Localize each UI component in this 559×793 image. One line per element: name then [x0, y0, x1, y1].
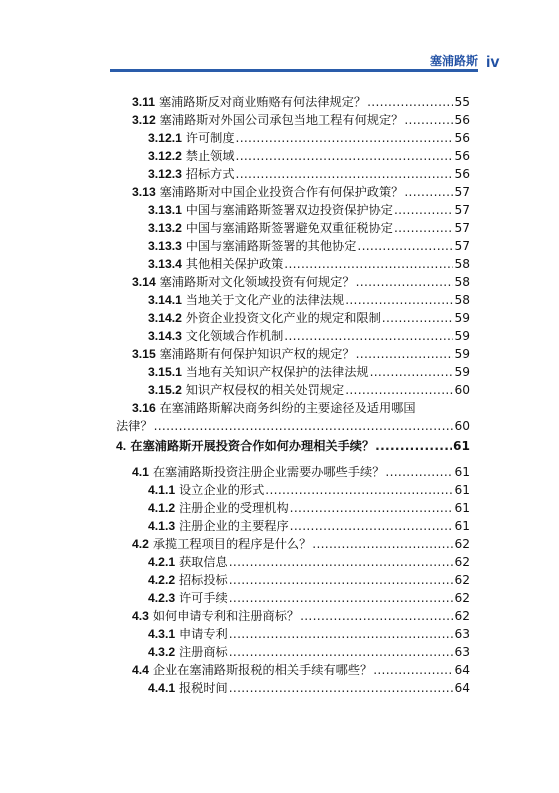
toc-entry-title: 在塞浦路斯开展投资合作如何办理相关手续？ [130, 439, 375, 453]
toc-entry[interactable] [148, 570, 470, 590]
dot-leader [229, 642, 454, 662]
toc-entry-number: 4. [116, 439, 127, 453]
dot-leader [236, 164, 454, 184]
toc-entry-title: 中国与塞浦路斯签署双边投资保护协定 [185, 203, 393, 217]
toc-entry-title: 申请专利 [178, 627, 228, 641]
toc-entry-page: 55 [454, 95, 470, 109]
toc-entry-number: 3.16 [132, 401, 156, 415]
toc-entry-title: 塞浦路斯反对商业贿赂有何法律规定？ [158, 95, 367, 109]
toc-entry-title: 禁止领域 [185, 149, 235, 163]
dot-leader [290, 516, 454, 536]
dot-leader [375, 436, 452, 456]
toc-entry-title: 设立企业的形式 [178, 483, 265, 497]
toc-entry[interactable] [148, 290, 470, 310]
toc-entry[interactable] [148, 516, 470, 536]
toc-entry-page: 56 [454, 167, 470, 181]
toc-entry-number: 3.13.4 [148, 257, 182, 271]
toc-entry-page: 61 [453, 439, 470, 453]
toc-entry-title: 注册企业的主要程序 [178, 519, 289, 533]
toc-entry-title: 塞浦路斯对文化领域投资有何规定？ [159, 275, 355, 289]
toc-entry-number: 3.13.1 [148, 203, 182, 217]
toc-entry-title: 文化领域合作机制 [185, 329, 284, 343]
toc-entry[interactable] [148, 128, 470, 148]
toc-entry-number: 3.12 [132, 113, 156, 127]
toc-entry-title: 报税时间 [178, 681, 228, 695]
dot-leader [265, 480, 453, 500]
dot-leader [373, 660, 453, 680]
toc-entry[interactable] [132, 344, 470, 364]
toc-entry-number: 3.14.3 [148, 329, 182, 343]
toc-entry-number: 3.12.2 [148, 149, 182, 163]
toc-entry-page: 61 [454, 465, 470, 479]
toc-entry-page: 58 [454, 257, 470, 271]
toc-entry-title: 企业在塞浦路斯报税的相关手续有哪些？ [152, 663, 373, 677]
toc-entry[interactable] [148, 164, 470, 184]
dot-leader [367, 92, 453, 112]
toc-entry-title: 承揽工程项目的程序是什么？ [152, 537, 312, 551]
toc-entry-page: 64 [454, 681, 470, 695]
toc-entry-title: 获取信息 [178, 555, 228, 569]
toc-entry[interactable] [132, 272, 470, 292]
toc-entry-page: 59 [454, 329, 470, 343]
dot-leader [345, 380, 453, 400]
toc-entry-number: 4.1.2 [148, 501, 176, 515]
dot-leader [284, 326, 453, 346]
toc-entry-page: 59 [454, 347, 470, 361]
dot-leader [356, 272, 454, 292]
dot-leader [229, 588, 454, 608]
toc-entry-page: 56 [454, 113, 470, 127]
toc-entry-page: 62 [454, 537, 470, 551]
toc-entry-page: 57 [454, 221, 470, 235]
toc-entry[interactable] [132, 398, 470, 418]
toc-entry[interactable] [148, 236, 470, 256]
toc-entry-number: 4.2.3 [148, 591, 176, 605]
toc-entry[interactable] [148, 624, 470, 644]
toc-entry-number: 3.13 [132, 185, 156, 199]
dot-leader [404, 110, 453, 130]
toc-entry-page: 57 [454, 239, 470, 253]
dot-leader [290, 498, 454, 518]
dot-leader [356, 344, 454, 364]
toc-entry-page: 56 [454, 131, 470, 145]
toc-entry[interactable] [132, 92, 470, 112]
toc-entry-number: 4.1.3 [148, 519, 176, 533]
toc-entry-number: 3.15.2 [148, 383, 182, 397]
toc-entry-page: 60 [454, 383, 470, 397]
toc-entry-page: 63 [454, 645, 470, 659]
toc-entry-title: 塞浦路斯对中国企业投资合作有何保护政策？ [159, 185, 404, 199]
toc-entry-page: 61 [454, 519, 470, 533]
toc-entry[interactable] [148, 642, 470, 662]
toc-entry-number: 3.12.3 [148, 167, 182, 181]
toc-entry-title: 注册企业的受理机构 [178, 501, 289, 515]
toc-entry[interactable] [148, 380, 470, 400]
toc-entry-number: 3.13.3 [148, 239, 182, 253]
toc-entry[interactable] [148, 362, 470, 382]
toc-entry-title: 在塞浦路斯投资注册企业需要办哪些手续？ [152, 465, 385, 479]
toc-entry-page: 59 [454, 365, 470, 379]
toc-entry[interactable] [148, 480, 470, 500]
toc-entry-number: 4.3 [132, 609, 149, 623]
toc-entry[interactable] [148, 308, 470, 328]
toc-entry[interactable] [132, 534, 470, 554]
toc-entry-page: 59 [454, 311, 470, 325]
toc-entry[interactable] [132, 110, 470, 130]
toc-entry-page: 61 [454, 501, 470, 515]
toc-chapter[interactable] [116, 436, 470, 456]
toc-entry-title: 知识产权侵权的相关处罚规定 [185, 383, 345, 397]
toc-entry[interactable] [148, 146, 470, 166]
dot-leader [284, 254, 453, 274]
toc-entry[interactable] [148, 678, 470, 698]
toc-entry[interactable] [148, 254, 470, 274]
toc-entry[interactable] [148, 326, 470, 346]
dot-leader [404, 182, 453, 202]
dot-leader [357, 236, 453, 256]
toc-entry-page: 57 [454, 203, 470, 217]
toc-entry-page: 62 [454, 573, 470, 587]
toc-entry-title: 塞浦路斯对外国公司承包当地工程有何规定？ [159, 113, 404, 127]
toc-entry-title: 当地有关知识产权保护的法律法规 [185, 365, 369, 379]
toc-entry-page: 60 [454, 419, 470, 433]
toc-entry-title: 注册商标 [178, 645, 228, 659]
toc-entry-title: 当地关于文化产业的法律法规 [185, 293, 345, 307]
dot-leader [236, 128, 454, 148]
toc-entry-number: 3.14 [132, 275, 156, 289]
dot-leader [229, 678, 454, 698]
dot-leader [229, 570, 454, 590]
dot-leader [300, 606, 453, 626]
toc-entry-number: 4.1.1 [148, 483, 176, 497]
toc-entry-title: 中国与塞浦路斯签署避免双重征税协定 [185, 221, 393, 235]
toc-entry-page: 62 [454, 555, 470, 569]
toc-entry-number: 4.2.2 [148, 573, 176, 587]
toc-entry[interactable] [132, 182, 470, 202]
dot-leader [382, 308, 454, 328]
toc-entry-number: 4.4.1 [148, 681, 176, 695]
toc-entry-title: 许可制度 [185, 131, 235, 145]
toc-entry-page: 61 [454, 483, 470, 497]
header-rule [110, 69, 478, 72]
dot-leader [236, 146, 454, 166]
toc-entry[interactable] [132, 606, 470, 626]
toc-entry-number: 3.13.2 [148, 221, 182, 235]
dot-leader [394, 218, 454, 238]
toc-entry-page: 62 [454, 609, 470, 623]
dot-leader [154, 416, 454, 436]
toc-entry-title: 外资企业投资文化产业的规定和限制 [185, 311, 381, 325]
toc-entry-page: 58 [454, 275, 470, 289]
toc-entry-page: 63 [454, 627, 470, 641]
toc-entry-number: 3.12.1 [148, 131, 182, 145]
running-head: 塞浦路斯 [429, 54, 478, 68]
dot-leader [385, 462, 453, 482]
toc-entry-continuation[interactable] [116, 416, 470, 436]
toc-entry-title-cont: 法律？ [116, 419, 153, 433]
toc-entry-page: 62 [454, 591, 470, 605]
toc-entry-page: 64 [454, 663, 470, 677]
toc-entry[interactable] [132, 660, 470, 680]
toc-entry-number: 4.1 [132, 465, 149, 479]
toc-entry-title: 在塞浦路斯解决商务纠纷的主要途径及适用哪国 [159, 401, 416, 415]
dot-leader [394, 200, 454, 220]
dot-leader [229, 552, 454, 572]
toc-entry-number: 4.3.2 [148, 645, 176, 659]
toc-entry-title: 中国与塞浦路斯签署的其他协定 [185, 239, 357, 253]
toc-entry-number: 3.15.1 [148, 365, 182, 379]
dot-leader [229, 624, 454, 644]
toc-entry-title: 招标方式 [185, 167, 235, 181]
toc-entry-number: 3.14.2 [148, 311, 182, 325]
dot-leader [345, 290, 453, 310]
toc-entry[interactable] [148, 588, 470, 608]
toc-entry-title: 如何申请专利和注册商标？ [152, 609, 300, 623]
toc-entry-title: 招标投标 [178, 573, 228, 587]
toc-entry[interactable] [132, 462, 470, 482]
toc-entry-number: 4.3.1 [148, 627, 176, 641]
toc-entry-page: 57 [454, 185, 470, 199]
page-number: iv [486, 54, 500, 71]
toc-entry-title: 塞浦路斯有何保护知识产权的规定？ [159, 347, 355, 361]
toc-entry[interactable] [148, 218, 470, 238]
toc-entry-number: 4.2.1 [148, 555, 176, 569]
toc-entry-number: 4.2 [132, 537, 149, 551]
toc-entry[interactable] [148, 200, 470, 220]
toc-entry-number: 3.15 [132, 347, 156, 361]
toc-entry-number: 3.11 [132, 95, 156, 109]
dot-leader [312, 534, 453, 554]
dot-leader [370, 362, 454, 382]
toc-entry[interactable] [148, 498, 470, 518]
toc-entry-number: 3.14.1 [148, 293, 182, 307]
toc-entry-page: 58 [454, 293, 470, 307]
toc-entry-number: 4.4 [132, 663, 149, 677]
toc-entry[interactable] [148, 552, 470, 572]
toc-entry-page: 56 [454, 149, 470, 163]
toc-entry-title: 其他相关保护政策 [185, 257, 284, 271]
toc-entry-title: 许可手续 [178, 591, 228, 605]
